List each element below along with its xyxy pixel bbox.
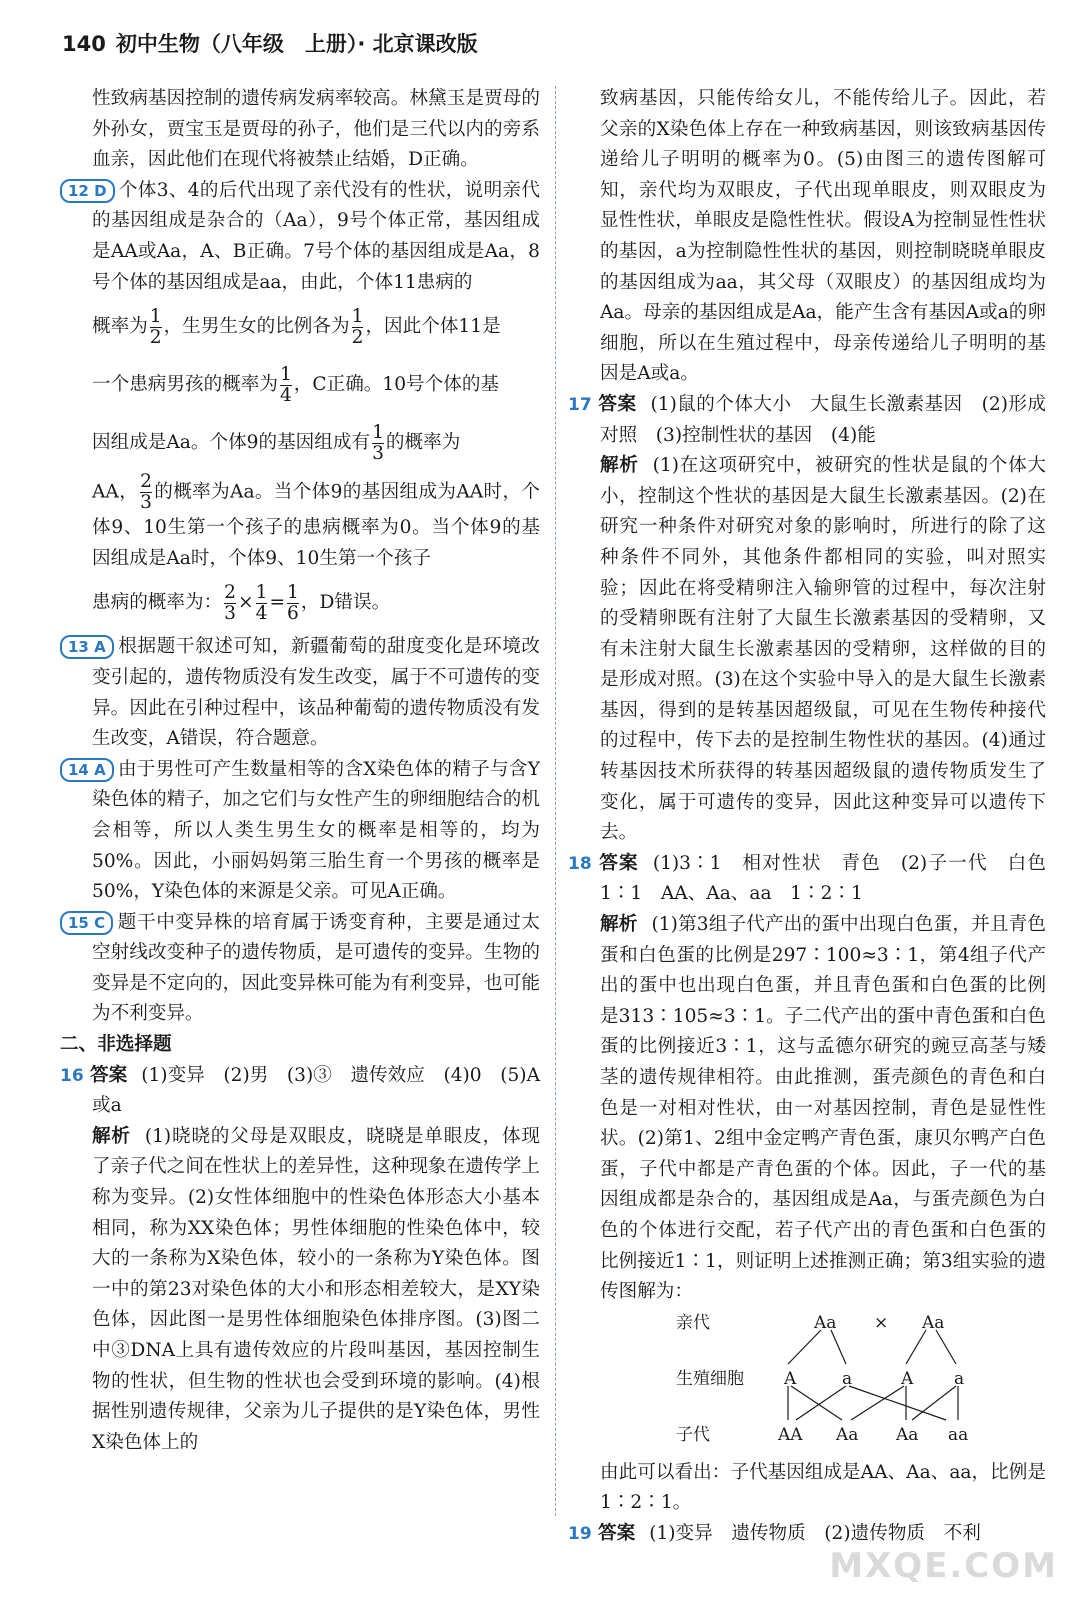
page-number: 140 xyxy=(62,32,106,56)
question-number: 17 xyxy=(568,394,592,415)
conclusion: 由此可以看出：子代基因组成是AA、Aa、aa，比例是1∶2∶1。 xyxy=(600,1461,1046,1514)
fraction: $\frac{1}{2}$ xyxy=(351,305,364,348)
answer-tag: 答案 xyxy=(598,1522,636,1544)
column-divider xyxy=(555,86,556,1516)
fraction: $\frac{2}{3}$ xyxy=(224,581,237,624)
question-number: 16 xyxy=(60,1065,84,1086)
explanation-text: (1)在这项研究中，被研究的性状是鼠的个体大小，控制这个性状的基因是大鼠生长激素基因。(2)在研究一种条件对研究对象的影响时，所进行的除了这种条件不同外，其他条件都相同的实验，叫对照实验；因此在将受精卵注入输卵管的过程中，每次注射的受精卵既有注射了大鼠生长激素基因的受精卵，又有未注射大鼠生长激素基因的受精卵，这样做的目的是形成对照。(3)在这个实验中导入的是大鼠生长激素基因，得到的是转基因超级鼠，可见在生物传种接代的过程中，传下去的是控制生物性状的基因。(4)通过转基因技术所获得的转基因超级鼠的遗传物质发生了变化，属于可遗传的变异，因此这种变异可以遗传下去。 xyxy=(600,455,1046,844)
paragraph: 性致病基因控制的遗传病发病率较高。林黛玉是贾母的外孙女，贾宝玉是贾母的孙子，他们是三代以内的旁系血亲，因此他们在现代将被禁止结婚，D正确。 xyxy=(92,88,540,171)
gamete-label: 生殖细胞 xyxy=(676,1368,744,1389)
answer-text: (1)3∶1 相对性状 青色 (2)子一代 白色 1∶1 AA、Aa、aa 1∶2∶1 xyxy=(600,852,1065,905)
paragraph: 致病基因，只能传给女儿，不能传给儿子。因此，若父亲的X染色体上存在一种致病基因，则该致病基因传递给儿子明明的概率为0。(5)由图三的遗传图解可知，亲代均为双眼皮，子代出现单眼皮，则双眼皮为显性性状，单眼皮是隐性性状。假设A为控制显性性状的基因，a为控制隐性性状的基因，则控制晓晓单眼皮的基因组成为aa，其父母（双眼皮）的基因组成均为Aa。母亲的基因组成是Aa，能产生含有基因A或a的卵细胞，所以在生殖过程中，母亲传递给儿子明明的基因是A或a。 xyxy=(600,88,1046,385)
question-badge: 15 C xyxy=(60,911,113,935)
fraction: $\frac{1}{2}$ xyxy=(149,305,162,348)
question-12: 12 D 个体3、4的后代出现了亲代没有的性状，说明亲代的基因组成是杂合的（Aa），9号个体正常，基因组成是AA或Aa，A、B正确。7号个体的基因组成是Aa，8号个体的基因组成是aa，由此，个体11患病的 概率为 $\frac{1}{2}$ ，生男生女的比例各为 $\frac{1}{2}$ ，因此个体11是 一个患病男孩的概率为 $\frac{1}{4}$ ，C正确。10号个体的基 因组成是Aa。个体9的基因组成有 $\frac{1}{3}$ 的概率为 AA， $\frac{2}{3}$ 的概率为Aa。当个体9的基因组成为AA时，个体9、10生第一个孩子的患病概率为0。当个体9的基因组成是Aa时，个体9、10生第一个孩子 患病的概率为： $\frac{2}{3}$ × $\frac{1}{4}$ = $\frac{1}{6}$ ，D错误。 xyxy=(92,176,540,633)
child-genotype: AA xyxy=(778,1424,803,1445)
gamete: A xyxy=(901,1368,914,1389)
right-column xyxy=(568,84,1065,1550)
child-genotype: Aa xyxy=(896,1424,919,1445)
answer-text: (1)变异 (2)男 (3)③ 遗传效应 (4)0 (5)A或a xyxy=(92,1064,540,1117)
genetic-cross-diagram xyxy=(606,1308,1026,1458)
question-15: 15 C 题干中变异株的培育属于诱变育种，主要是通过太空射线改变种子的遗传物质，是可遗传的变异。生物的变异是不定向的，因此变异株可能为有利变异，也可能为不利变异。 xyxy=(92,908,540,1030)
answer-text: (1)变异 遗传物质 (2)遗传物质 不利 xyxy=(649,1522,981,1544)
fraction: $\frac{1}{4}$ xyxy=(255,581,268,624)
question-badge: 12 D xyxy=(60,179,115,203)
explanation-tag: 解析 xyxy=(600,914,638,936)
fraction: $\frac{1}{3}$ xyxy=(372,421,384,464)
fraction: $\frac{1}{6}$ xyxy=(287,581,299,624)
question-badge: 13 A xyxy=(60,635,114,659)
question-13: 13 A 根据题干叙述可知，新疆葡萄的甜度变化是环境改变引起的，遗传物质没有发生改变，属于不可遗传的变异。因此在引种过程中，该品种葡萄的遗传物质没有发生改变，A错误，符合题意。 xyxy=(92,632,540,754)
question-14: 14 A 由于男性可产生数量相等的含X染色体的精子与含Y染色体的精子，加之它们与女性产生的卵细胞结合的机会相等，所以人类生男生女的概率是相等的，均为50%。因此，小丽妈妈第三胎生育一个男孩的概率是50%，Y染色体的来源是父亲。可见A正确。 xyxy=(92,755,540,908)
question-17 xyxy=(568,390,1046,849)
parent-genotype: Aa xyxy=(922,1312,945,1333)
explanation-text: (1)晓晓的父母是双眼皮，晓晓是单眼皮，体现了亲子代之间在性状上的差异性，这种现象在遗传学上称为变异。(2)女性体细胞中的性染色体形态大小基本相同，称为XX染色体；男性体细胞的性染色体中，较大的一条称为X染色体，较小的一条称为Y染色体。图一中的第23对染色体的大小和形态相差较大，是XY染色体，因此图一是男性体细胞染色体排序图。(3)图二中③DNA上具有遗传效应的片段叫基因，基因控制生物的性状，但生物的性状也会受到环境的影响。(4)根据性别遗传规律，父亲为儿子提供的是Y染色体，男性X染色体上的 xyxy=(92,1125,540,1453)
child-label: 子代 xyxy=(676,1424,710,1445)
child-genotype: Aa xyxy=(836,1424,859,1445)
parent-label: 亲代 xyxy=(676,1312,710,1333)
left-column xyxy=(60,84,540,1458)
child-genotype: aa xyxy=(948,1424,969,1445)
answer-tag: 答案 xyxy=(90,1064,128,1086)
explanation-text: (1)第3组子代产出的蛋中出现白色蛋，并且青色蛋和白色蛋的比例是297∶100≈3∶1，第4组子代产出的蛋中也出现白色蛋，并且青色蛋和白色蛋的比例是313∶105≈3∶1。子二代产出的蛋中青色蛋和白色蛋的比例接近3∶1，这与孟德尔研究的豌豆高茎与矮茎的遗传规律相符。由此推测，蛋壳颜色的青色和白色是一对相对性状，由一对基因控制，青色是显性性状。(2)第1、2组中金定鸭产青色蛋，康贝尔鸭产白色蛋，子代中都是产青色蛋的个体。因此，子一代的基因组成都是杂合的，基因组成是Aa，与蛋壳颜色为白色的个体进行交配，若子代产出的青色蛋和白色蛋的比例接近1∶1，则证明上述推测正确；第3组实验的遗传图解为： xyxy=(600,914,1046,1303)
answer-tag: 答案 xyxy=(598,852,639,874)
fraction: $\frac{1}{4}$ xyxy=(279,363,292,406)
explanation-tag: 解析 xyxy=(600,455,639,477)
watermark: MXQE.COM xyxy=(829,1546,1058,1586)
parent-genotype: Aa xyxy=(814,1312,837,1333)
answer-tag: 答案 xyxy=(598,393,637,415)
book-title: 初中生物（八年级 上册）· 北京课改版 xyxy=(115,32,478,56)
question-18 xyxy=(568,849,1065,1519)
question-19 xyxy=(568,1519,1046,1550)
fraction: $\frac{2}{3}$ xyxy=(140,471,152,514)
gamete: A xyxy=(784,1368,797,1389)
page-header xyxy=(62,28,478,58)
section-heading: 二、非选择题 xyxy=(60,1034,172,1056)
gamete: a xyxy=(842,1368,853,1389)
gamete: a xyxy=(954,1368,965,1389)
question-badge: 14 A xyxy=(60,758,114,782)
answer-text: (1)鼠的个体大小 大鼠生长激素基因 (2)形成对照 (3)控制性状的基因 (4)能 xyxy=(600,393,1046,446)
explanation-tag: 解析 xyxy=(92,1125,131,1147)
question-number: 19 xyxy=(568,1523,592,1544)
question-16 xyxy=(60,1061,540,1459)
explanation-text: 个体3、4的后代出现了亲代没有的性状，说明亲代的基因组成是杂合的（Aa），9号个体正常，基因组成是AA或Aa，A、B正确。7号个体的基因组成是Aa，8号个体的基因组成是aa，由此，个体11患病的 xyxy=(92,179,540,293)
cross-symbol: × xyxy=(874,1312,889,1333)
question-number: 18 xyxy=(568,853,592,874)
